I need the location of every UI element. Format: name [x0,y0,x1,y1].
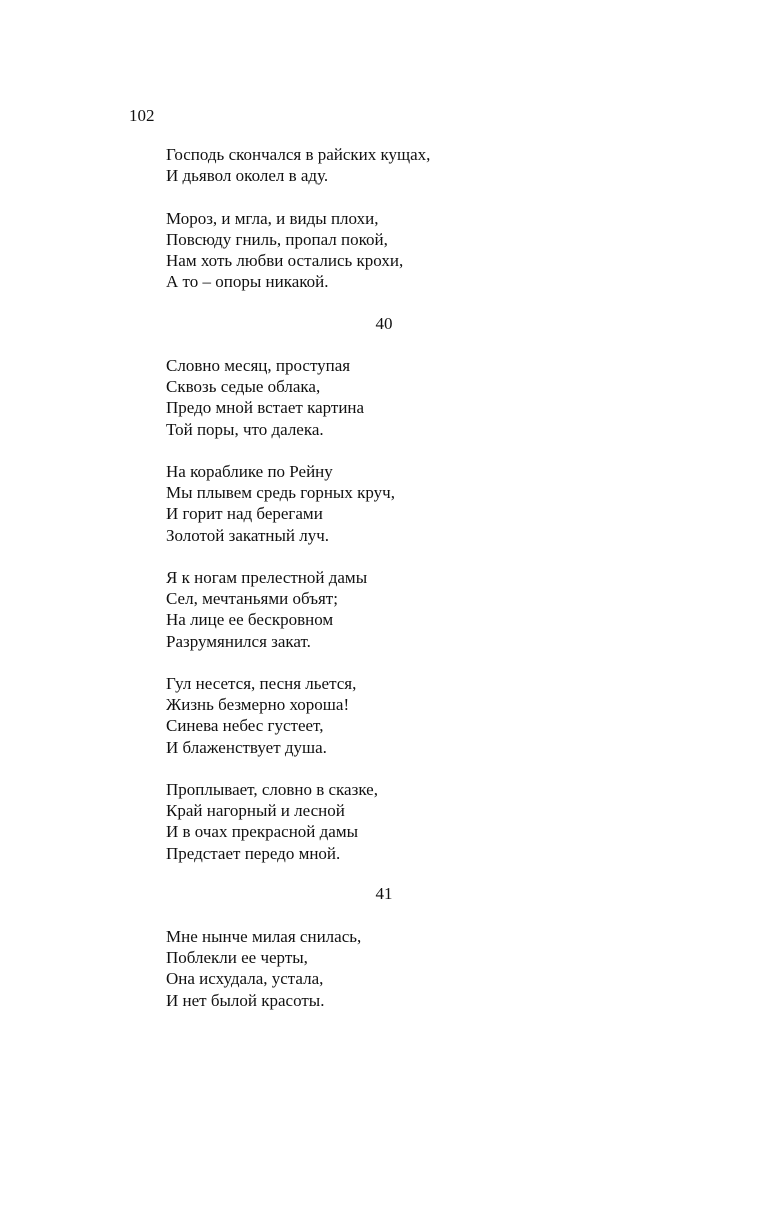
poem-line: Мне нынче милая снилась, [166,927,362,946]
poem-line: А то – опоры никакой. [166,272,329,292]
poem-line: Край нагорный и лесной [166,801,345,821]
poem-line: На кораблике по Рейну [166,462,333,481]
poem-40 [166,355,395,864]
poem-line: Разрумянился закат. [166,631,311,651]
stanza [166,461,395,546]
stanza [166,779,395,864]
poem-line: Сел, мечтаньями объят; [166,589,338,609]
poem-line: Она исхудала, устала, [166,969,324,989]
poem-line: Мы плывем средь горных круч, [166,483,395,503]
poem-line: Той поры, что далека. [166,419,324,439]
stanza [166,567,395,652]
poem-line: Предстает передо мной. [166,843,341,863]
poem-line: И блаженствует душа. [166,737,327,757]
poem-continuation [166,144,430,292]
poem-line: На лице ее бескровном [166,610,334,630]
poem-line: Синева небес густеет, [166,716,324,736]
poem-line: Повсюду гниль, пропал покой, [166,229,388,249]
poem-line: И нет былой красоты. [166,990,325,1010]
poem-line: Золотой закатный луч. [166,525,330,545]
stanza [166,208,430,293]
stanza [166,926,361,1011]
poem-line: Нам хоть любви остались крохи, [166,251,404,270]
poem-line: Мороз, и мгла, и виды плохи, [166,208,379,228]
poem-line: Поблекли ее черты, [166,948,308,968]
poem-line: Жизнь безмерно хороша! [166,695,350,715]
poem-line: Сквозь седые облака, [166,377,321,397]
poem-line: И горит над берегами [166,504,323,524]
poem-number-41: 41 [375,884,393,903]
poem-line: Предо мной встает картина [166,398,365,418]
poem-line: Словно месяц, проступая [166,356,351,375]
page-number: 102 [129,106,155,125]
poem-line: Господь скончался в райских кущах, [166,145,431,164]
poem-line: И дьявол околел в аду. [166,166,329,186]
poem-41 [166,926,361,1011]
stanza [166,673,395,758]
stanza [166,144,430,186]
poem-line: Я к ногам прелестной дамы [166,568,368,587]
poem-number-40: 40 [375,314,393,333]
poem-line: Проплывает, словно в сказке, [166,780,378,799]
stanza [166,355,395,440]
poem-line: И в очах прекрасной дамы [166,822,359,842]
poem-line: Гул несется, песня льется, [166,674,357,693]
